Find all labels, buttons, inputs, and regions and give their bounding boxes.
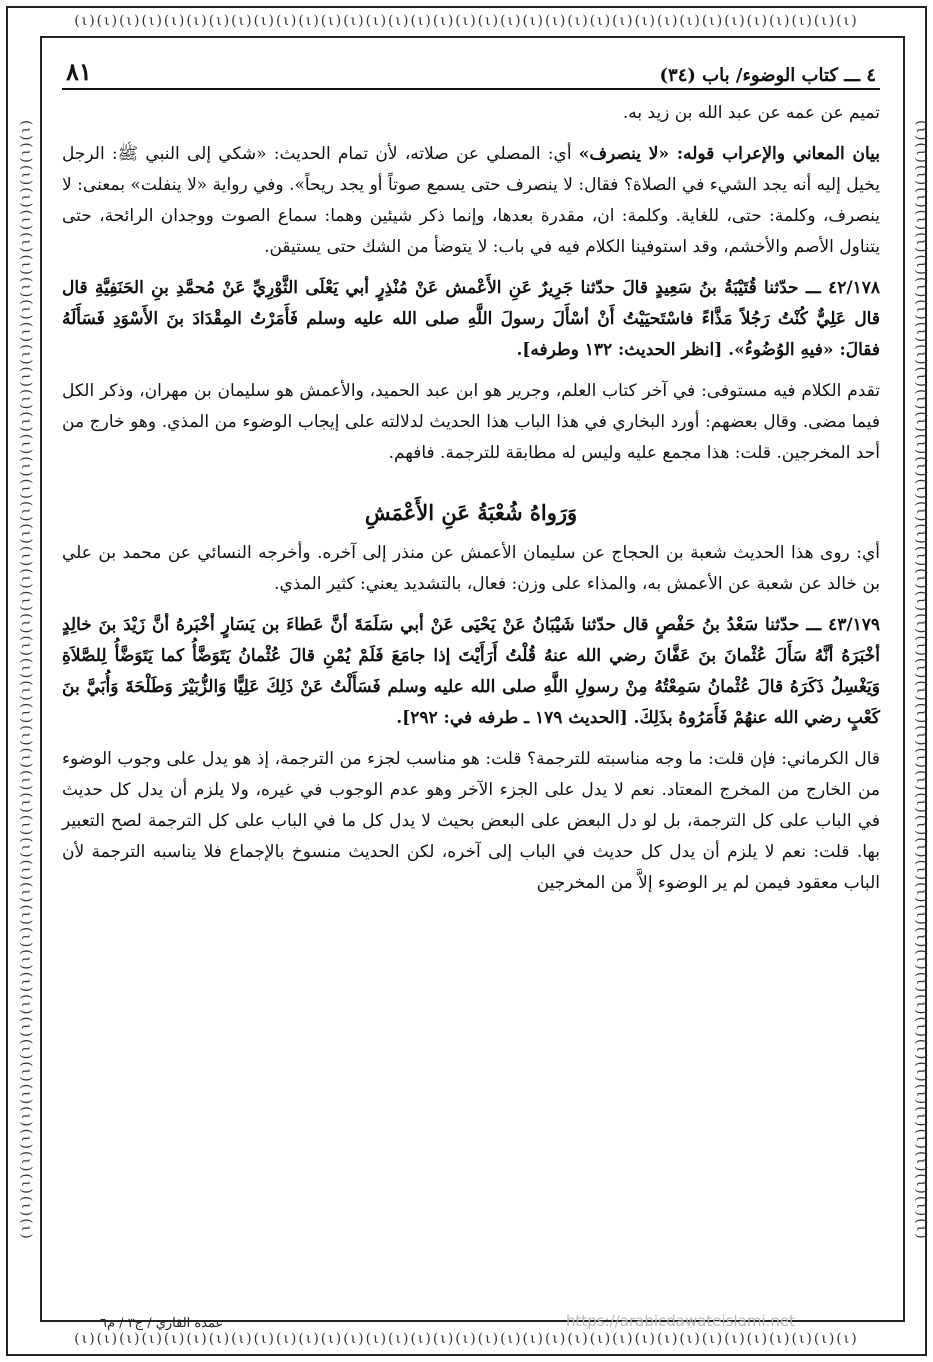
watermark-url: https://arabicdawateislami.net [566, 1312, 796, 1330]
right-ornament-border: (ι)(ι)(ι)(ι)(ι)(ι)(ι)(ι)(ι)(ι)(ι)(ι)(ι)(ι)(ι)(ι)(ι)(ι)(ι)(ι)(ι)(ι)(ι)(ι)(ι)(ι)(ι)(ι)(ι)(ι)(ι)(ι)(ι)(ι)(ι)(ι)(ι)(ι)(ι)(ι)(ι)(ι)(ι)(ι)(ι)(ι)(ι)(ι)(ι)(ι) [913, 119, 929, 1241]
page-number: ٨١ [66, 57, 92, 86]
paragraph-intro [62, 98, 880, 129]
page-body [62, 46, 880, 899]
bottom-ornament-border: (ι)(ι)(ι)(ι)(ι)(ι)(ι)(ι)(ι)(ι)(ι)(ι)(ι)(ι)(ι)(ι)(ι)(ι)(ι)(ι)(ι)(ι)(ι)(ι)(ι)(ι)(ι)(ι)(ι)(ι)(ι)(ι)(ι)(ι)(ι) [74, 1331, 859, 1347]
footer-reference: عمدة القاري / ج٣ / م٦ [100, 1316, 224, 1331]
paragraph-intro-text: تميم عن عمه عن عبد الله بن زيد به. [622, 103, 880, 123]
paragraph-commentary-3 [62, 744, 880, 899]
commentary-2-text: أي: روى هذا الحديث شعبة بن الحجاج عن سليمان الأعمش عن منذر إلى آخره. وأخرجه النسائي عن محمد بن علي بن خالد عن شعبة عن الأعمش به، والمذاء على وزن: فعال، بالتشديد يعني: كثير المذي. [62, 543, 880, 594]
meanings-text: أي: المصلي عن صلاته، لأن تمام الحديث: «شكي إلى النبي ﷺ: الرجل يخيل إليه أنه يجد الشيء في الصلاة؟ فقال: لا ينصرف حتى يسمع صوتاً أو يجد ريحاً». وفي رواية «لا ينفلت» بمعنى: لا ينصرف، وكلمة: حتى، للغاية. وكلمة: ان، مقدرة بعدها، وإنما ذكر شيئين وهما: سماع الصوت ووجدان الرائحة، حتى يتناول الأصم والأخشم، وقد استوفينا الكلام فيه في باب: لا يتوضأ من الشك حتى يستيقن. [62, 144, 880, 257]
top-ornament-border: (ι)(ι)(ι)(ι)(ι)(ι)(ι)(ι)(ι)(ι)(ι)(ι)(ι)(ι)(ι)(ι)(ι)(ι)(ι)(ι)(ι)(ι)(ι)(ι)(ι)(ι)(ι)(ι)(ι)(ι)(ι)(ι)(ι)(ι)(ι) [74, 13, 859, 29]
commentary-3-text: قال الكرماني: فإن قلت: ما وجه مناسبته للترجمة؟ قلت: هو مناسب لجزء من الترجمة، إذ هو يدل على وجوب الوضوء من الخارج من المخرج المعتاد. نعم لا يدل على الجزء الآخر وهو عدم الوجوب في غيره، ولا يلزم أن يدل كل حديث في الباب على كل الترجمة، بل لو دل البعض على البعض بحيث لا يدل كل ما في الباب على كل الترجمة لصح التعبير بها. قلت: نعم لا يلزم أن يدل كل حديث في الباب إلى آخره، لكن الحديث منسوخ بالإجماع فلا يناسبه الترجمة لأن الباب معقود فيمن لم ير الوضوء إلاَّ من المخرجين [62, 749, 880, 893]
paragraph-meanings [62, 139, 880, 263]
paragraph-commentary-1 [62, 376, 880, 469]
hadith-178 [62, 273, 880, 366]
page-header [62, 46, 880, 90]
left-ornament-border: (ι)(ι)(ι)(ι)(ι)(ι)(ι)(ι)(ι)(ι)(ι)(ι)(ι)(ι)(ι)(ι)(ι)(ι)(ι)(ι)(ι)(ι)(ι)(ι)(ι)(ι)(ι)(ι)(ι)(ι)(ι)(ι)(ι)(ι)(ι)(ι)(ι)(ι)(ι)(ι)(ι)(ι)(ι)(ι)(ι)(ι)(ι)(ι)(ι)(ι) [18, 119, 34, 1241]
running-head: ٤ ـــ كتاب الوضوء/ باب (٣٤) [659, 65, 876, 86]
hadith-179-text: سَعْدُ بنُ حَفْصٍ قال حدّثنا شَيْبَانُ عَنْ يَحْيَى عَنْ أبي سَلَمَةَ أنَّ عَطاءَ بن يَسَارٍ أخْبَرهُ أنَّ زَيْدَ بنَ خالِدٍ أخْبَرَهُ أنَّهُ سَأَلَ عُثْمانَ بنَ عَفَّانَ رضي الله عنهُ قُلْتُ أَرَأَيْتَ إذا جامَعَ فَلَمْ يُمْنِ قالَ عُثْمانُ يَتَوَضَّأُ كما يَتَوَضَّأُ لِلصَّلاَةِ وَيَغْسِلُ ذَكَرَهُ قالَ عُثْمانُ سَمِعْتُهُ مِنْ رسولِ اللَّهِ صلى الله عليه وسلم فَسَأَلْتُ عَنْ ذَلِكَ عَلِيًّا وَالزُّبَيْرَ وَطَلْحَةَ وَأُبَيَّ بنَ كَعْبٍ رضي الله عنهُمْ فَأَمَرُوهُ بذَلِكَ. [الحديث ١٧٩ ـ طرفه في: ٢٩٢]. [62, 615, 880, 728]
paragraph-commentary-2 [62, 538, 880, 600]
hadith-179-number: ٤٣/١٧٩ ـــ حدّثنا [764, 615, 880, 635]
hadith-179 [62, 610, 880, 734]
hadith-178-text: قُتَيْبَةُ بنُ سَعِيدٍ قالَ حدّثنا جَرِيرٌ عَنِ الأَعْمش عَنْ مُنْذِرٍ أبي يَعْلَى الثَّوْرِيِّ عَنْ مُحمَّدِ بنِ الحَنَفِيَّةِ قال قال عَلِيٌّ كُنْتُ رَجُلاً مَذَّاءً فاسْتَحيَيْتُ أَنْ أسْأَلَ رسولَ اللَّهِ صلى الله عليه وسلم فَأَمَرْتُ المِقْدَادَ بنَ الأَسْوَدِ فَسَأَلَهُ فقالَ: «فيهِ الوُضُوءُ». [انظر الحديث: ١٣٢ وطرفه]. [62, 278, 880, 360]
meanings-lead: بيان المعاني والإعراب قوله: «لا ينصرف» [578, 144, 880, 164]
commentary-1-text: تقدم الكلام فيه مستوفى: في آخر كتاب العلم، وجرير هو ابن عبد الحميد، والأعمش هو سليمان بن مهران، وذكر الكل فيما مضى. وقال بعضهم: أورد البخاري في هذا الباب هذا الحديث لدلالته على إيجاب الوضوء من المذي. وهو خارج من أحد المخرجين. قلت: هذا مجمع عليه وليس له مطابقة للترجمة. فافهم. [62, 381, 880, 463]
section-heading: وَرَواهُ شُعْبَةُ عَنِ الأَعْمَشِ [364, 500, 578, 525]
main-text [62, 98, 880, 899]
hadith-178-number: ٤٢/١٧٨ ـــ حدّثنا [764, 278, 880, 298]
